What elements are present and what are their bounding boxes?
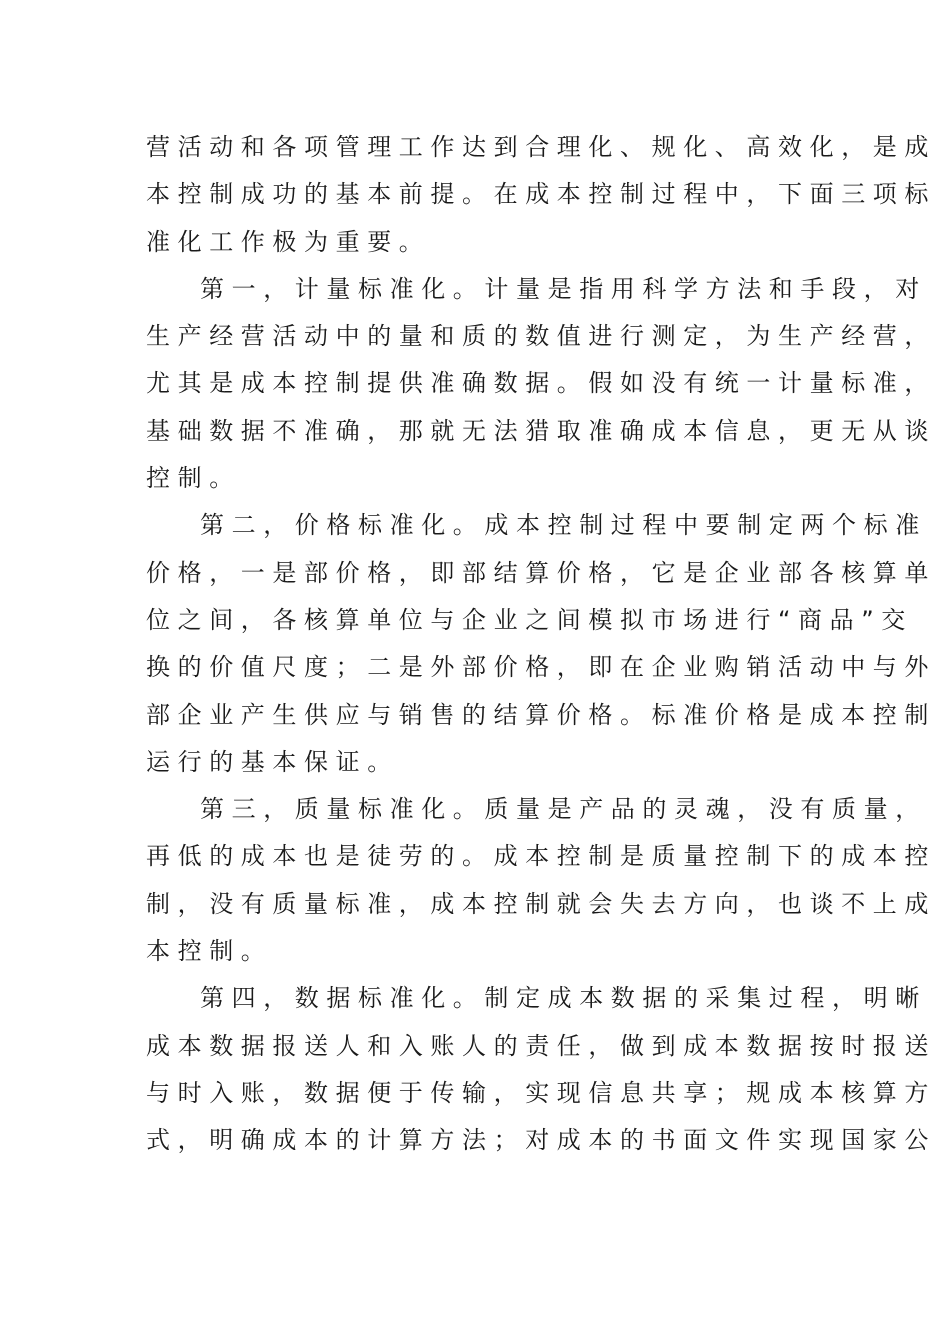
text-line: 位之间，各核算单位与企业之间模拟市场进行“商品”交 — [146, 605, 913, 634]
text-line: 基础数据不准确，那就无法猎取准确成本信息，更无从谈 — [146, 416, 936, 445]
text-line: 本控制。 — [146, 937, 273, 966]
text-line: 营活动和各项管理工作达到合理化、规化、高效化，是成 — [146, 133, 936, 161]
text-line: 准化工作极为重要。 — [146, 227, 431, 256]
text-line: 部企业产生供应与销售的结算价格。标准价格是成本控制 — [146, 700, 936, 729]
text-line: 与时入账，数据便于传输，实现信息共享；规成本核算方 — [146, 1078, 936, 1107]
text-line: 换的价值尺度；二是外部价格，即在企业购销活动中与外 — [146, 653, 936, 682]
paragraph-first-line: 第二，价格标准化。成本控制过程中要制定两个标准 — [200, 511, 927, 540]
text-line: 运行的基本保证。 — [146, 747, 399, 776]
text-line: 尤其是成本控制提供准确数据。假如没有统一计量标准， — [146, 369, 936, 398]
document-body — [146, 124, 936, 1165]
text-line: 生产经营活动中的量和质的数值进行测定，为生产经营， — [146, 322, 936, 351]
text-line: 式，明确成本的计算方法；对成本的书面文件实现国家公 — [146, 1126, 936, 1155]
text-line: 价格，一是部价格，即部结算价格，它是企业部各核算单 — [146, 558, 936, 587]
paragraph-first-line: 第四，数据标准化。制定成本数据的采集过程，明晰 — [200, 984, 927, 1013]
paragraph-first-line: 第三，质量标准化。质量是产品的灵魂，没有质量， — [200, 795, 927, 824]
text-line: 成本数据报送人和入账人的责任，做到成本数据按时报送 — [146, 1031, 936, 1060]
text-line: 控制。 — [146, 464, 241, 493]
text-line: 本控制成功的基本前提。在成本控制过程中，下面三项标 — [146, 180, 936, 209]
text-line: 制，没有质量标准，成本控制就会失去方向，也谈不上成 — [146, 889, 936, 918]
paragraph-first-line: 第一，计量标准化。计量是指用科学方法和手段，对 — [200, 274, 927, 303]
text-line: 再低的成本也是徒劳的。成本控制是质量控制下的成本控 — [146, 842, 936, 871]
